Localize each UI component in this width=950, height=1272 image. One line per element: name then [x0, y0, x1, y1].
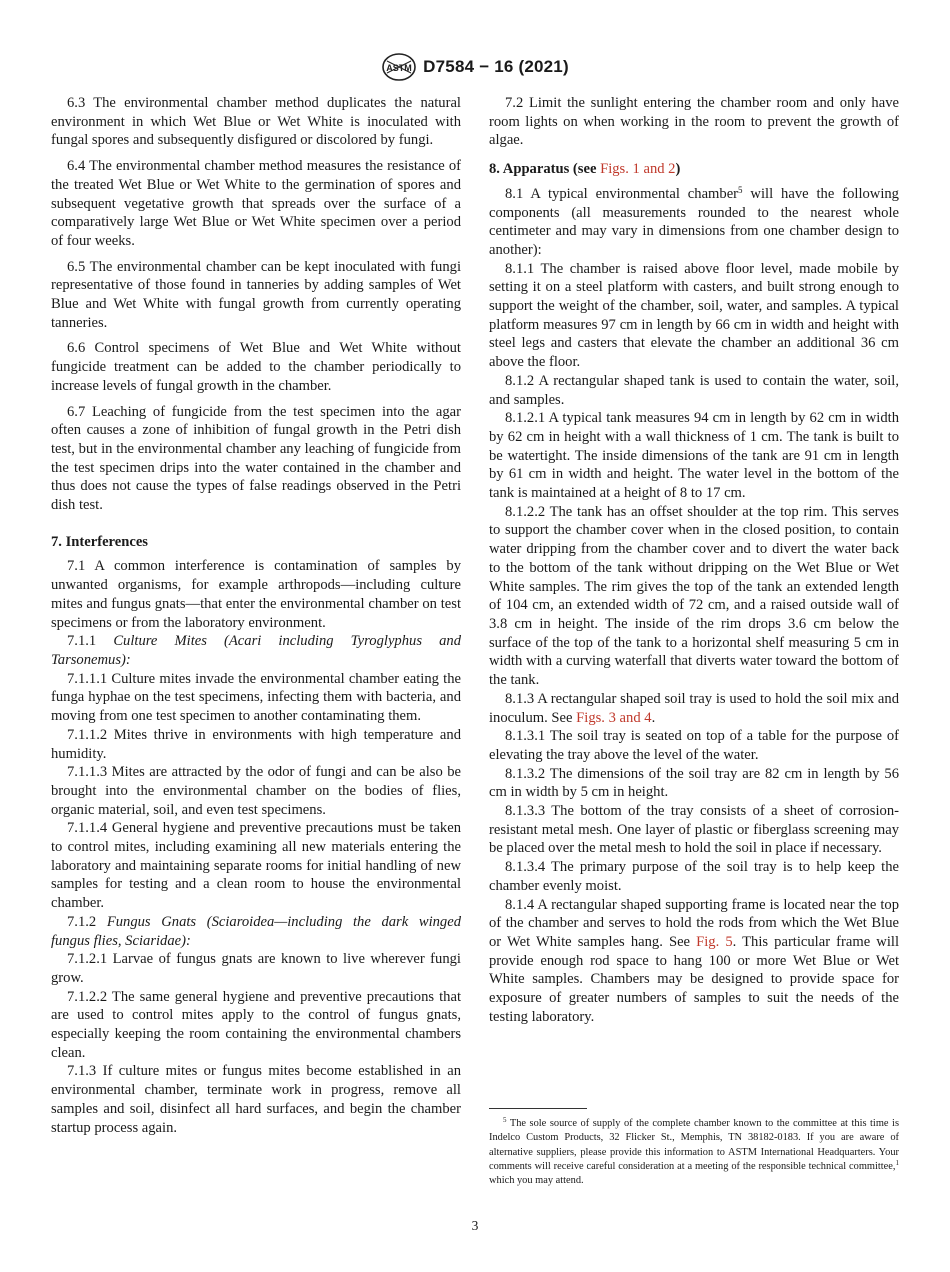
- section-heading-8: [489, 160, 899, 179]
- paragraph-7-1-2-1: 7.1.2.1 Larvae of fungus gnats are known to live wherever fungi grow.: [51, 951, 461, 986]
- section-heading-7: 7. Interferences: [51, 533, 148, 550]
- paragraph-8-1-3-1: 8.1.3.1 The soil tray is seated on top of a table for the purpose of elevating the tray above the level of the water.: [489, 728, 899, 763]
- paragraph-8-1-2-1: 8.1.2.1 A typical tank measures 94 cm in length by 62 cm in width by 62 cm in height with a wall thickness of 1 cm. The tank is built to be watertight. The inside dimensions of the tank are 91 cm in length by 61 cm in width and height. The water level in the bottom of the tank is maintained at a height of 8 to 17 cm.: [489, 410, 899, 502]
- paragraph-8-1-3: [489, 690, 899, 727]
- paragraph-6-7: 6.7 Leaching of fungicide from the test specimen into the agar often causes a zone of inhibition of fungal growth in the Petri dish test, but in the environmental chamber any leaching of fungicide from the test specimen drips into the water contained in the chamber and thus does not cause the types of false readings observed in the Petri dish test.: [51, 403, 461, 514]
- paragraph-8-1-3-4: 8.1.3.4 The primary purpose of the soil tray is to help keep the chamber evenly moist.: [489, 859, 899, 894]
- paragraph-text-end: . This particular frame will provide enough rod space to hang 100 or more Wet Blue or Wet White samples. Chambers may be designed to provide space for exposure of greater numbers of samples to suit the needs of the testing laboratory.: [489, 933, 900, 1025]
- heading-text-end: ): [675, 161, 681, 178]
- paragraph-6-3: 6.3 The environmental chamber method duplicates the natural environment in which Wet Blue or Wet White is inoculated with fungal spores and subsequently disfigured or discolored by fungi.: [51, 95, 461, 149]
- paragraph-7-1-2-2: 7.1.2.2 The same general hygiene and preventive precautions that are used to control mites apply to the control of fungus gnats, especially keeping the room containing the environmental chambers clean.: [51, 988, 461, 1061]
- paragraph-8-1-2: 8.1.2 A rectangular shaped tank is used to contain the water, soil, and samples.: [489, 372, 899, 408]
- paragraph-8-1-1: 8.1.1 The chamber is raised above floor level, made mobile by setting it on a steel platform with casters, and built strong enough to support the weight of the chamber, soil, water, and samples. A typical platform measures 97 cm in length by 66 cm in width and height with steel legs and casters that elevate the chamber an additional 36 cm above the floor.: [489, 260, 899, 371]
- astm-logo-icon: [381, 52, 417, 82]
- footnote: [489, 1117, 899, 1188]
- paragraph-7-1-1-2: 7.1.1.2 Mites thrive in environments with high temperature and humidity.: [51, 726, 461, 762]
- left-column: [51, 94, 461, 1137]
- footnote-5: [489, 1117, 899, 1188]
- footnote-text-end: which you may attend.: [489, 1175, 584, 1187]
- paragraph-7-1: 7.1 A common interference is contamination of samples by unwanted organisms, for example arthropods—including culture mites and fungus gnats—that enter the environmental chamber on test specimens or from the laboratory environment.: [51, 558, 461, 631]
- footnote-marker: 5: [503, 1116, 507, 1124]
- paragraph-8-1-4: [489, 896, 899, 1027]
- page-number: 3: [471, 1218, 479, 1233]
- page-header: [0, 50, 950, 84]
- document-id: D7584 − 16 (2021): [423, 57, 569, 76]
- paragraph-text-end: .: [651, 709, 656, 726]
- paragraph-6-5: 6.5 The environmental chamber can be kept inoculated with fungi representative of those found in tanneries by adding samples of Wet Blue and Wet White with fungal growth from currently operating tanneries.: [51, 258, 461, 331]
- paragraph-8-1-3-3: 8.1.3.3 The bottom of the tray consists of a sheet of corrosion-resistant metal mesh. One layer of plastic or fiberglass screening may be placed over the metal mesh to hold the soil in place if necessary.: [489, 803, 899, 857]
- figs-3-4-link[interactable]: Figs. 3 and 4: [576, 709, 652, 726]
- paragraph-7-1-1: [51, 632, 461, 669]
- clause-number: 7.1.2: [67, 913, 97, 930]
- paragraph-6-6: 6.6 Control specimens of Wet Blue and Wet White without fungicide treatment can be added to the chamber periodically to increase levels of fungal growth in the chamber.: [51, 340, 461, 394]
- paragraph-text: 8.1.3 A rectangular shaped soil tray is used to hold the soil mix and inoculum. See: [489, 690, 899, 726]
- paragraph-7-1-1-4: 7.1.1.4 General hygiene and preventive precautions must be taken to control mites, including examining all new materials entering the laboratory and maintaining separate rooms for initial handling of new samples for testing and a clean room to house the environmental chamber.: [51, 820, 461, 912]
- clause-title: Fungus Gnats (Sciaroidea—including the dark winged fungus flies, Sciaridae):: [51, 913, 461, 949]
- paragraph-text-cont: will have the following components (all measurements rounded to the nearest whole centimeter and may vary in dimensions from one chamber design to another):: [489, 185, 899, 258]
- paragraph-7-2: 7.2 Limit the sunlight entering the chamber room and only have room lights on when working in the room to prevent the growth of algae.: [489, 95, 899, 149]
- footnote-ref-1[interactable]: 1: [895, 1158, 899, 1167]
- paragraph-8-1-2-2: 8.1.2.2 The tank has an offset shoulder at the top rim. This serves to support the chamber cover when in the closed position, to contain water dripping from the chamber cover and to divert the water back to the bottom of the tank without dripping on the Wet Blue or Wet White samples. The rim gives the top of the tank an extended length of 104 cm, an extended width of 72 cm, and a raised outside wall of 3.8 cm in height. The inside of the rim drops 3.6 cm below the surface of the top of the tank to a horizontal shelf measuring 5 cm in width with a curving waterfall that diverts water toward the bottom of the tank.: [489, 503, 899, 689]
- figs-1-2-link[interactable]: Figs. 1 and 2: [600, 161, 676, 178]
- paragraph-6-4: 6.4 The environmental chamber method measures the resistance of the treated Wet Blue or Wet White to the germination of spores and subsequent vegetative growth that spreads over the surface of a comparatively large Wet Blue or Wet White specimen over a period of four weeks.: [51, 158, 461, 249]
- paragraph-7-1-2: [51, 913, 461, 950]
- fig-5-link[interactable]: Fig. 5: [696, 933, 733, 950]
- paragraph-8-1: [489, 185, 899, 260]
- paragraph-text: 8.1.4 A rectangular shaped supporting frame is located near the top of the chamber and serves to hold the rods from which the Wet Blue or Wet White samples hang. See: [489, 896, 899, 950]
- clause-number: 7.1.1: [67, 633, 97, 650]
- footnote-ref[interactable]: 5: [738, 184, 743, 195]
- heading-text: 8. Apparatus (see: [489, 161, 601, 178]
- footnote-divider: [489, 1108, 587, 1109]
- paragraph-text: 8.1 A typical environmental chamber: [505, 185, 739, 202]
- right-column: [489, 94, 899, 1026]
- paragraph-7-1-1-3: 7.1.1.3 Mites are attracted by the odor of fungi and can be also be brought into the environmental chamber on the bodies of flies, organic material, soil, and even test specimens.: [51, 764, 461, 818]
- paragraph-7-1-1-1: 7.1.1.1 Culture mites invade the environmental chamber eating the funga hyphae on the test specimens, infecting them with bacteria, and moving from one test specimen to another contaminating them.: [51, 670, 461, 725]
- svg-text:ASTM: ASTM: [386, 63, 412, 73]
- paragraph-7-1-3: 7.1.3 If culture mites or fungus mites become established in an environmental chamber, terminate work in progress, remove all samples and soil, disinfect all hard surfaces, and begin the chamber startup process again.: [51, 1063, 461, 1136]
- paragraph-8-1-3-2: 8.1.3.2 The dimensions of the soil tray are 82 cm in length by 56 cm in width by 5 cm in height.: [489, 765, 899, 801]
- footnote-text: The sole source of supply of the complete chamber known to the committee at this time is Indelco Custom Products, 32 Flicker St., Memphis, TN 38182-0183. If you are aware of alternative suppliers, please provide this information to ASTM International Headquarters. Your comments will receive careful consideration at a meeting of the responsible technical committee,: [489, 1118, 899, 1172]
- clause-title: Culture Mites (Acari including Tyroglyphus and Tarsonemus):: [51, 633, 462, 668]
